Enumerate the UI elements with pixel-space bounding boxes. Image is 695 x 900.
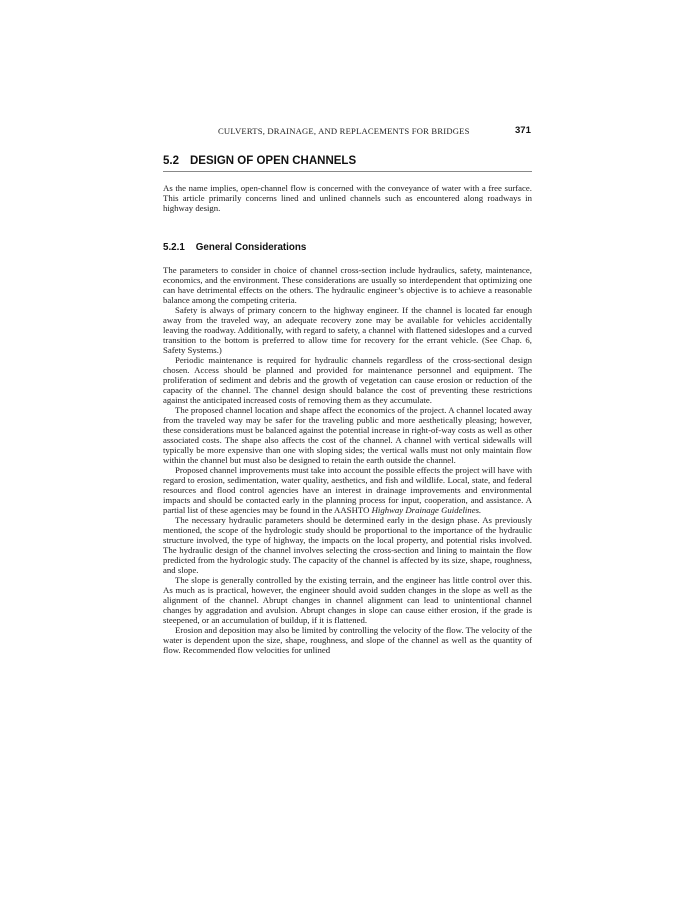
section-heading (163, 155, 356, 167)
paragraph: The parameters to consider in choice of channel cross-section include hydraulics, safety, maintenance, economics, and the environment. These considerations are usually so interdependent that optimizing one can have detrimental effects on the others. The hydraulic engineer’s objective is to achieve a reasonable balance among the competing criteria. (163, 265, 532, 305)
paragraph: Safety is always of primary concern to the highway engineer. If the channel is located far enough away from the traveled way, an adequate recovery zone may be available for vehicles accidentally leaving the roadway. Additionally, with regard to safety, a channel with flattened sideslopes and a curved transition to the bottom is preferred to allow time for recovery for the errant vehicle. (See Chap. 6, Safety Systems.) (163, 305, 532, 355)
section-intro (163, 183, 532, 213)
intro-paragraph: As the name implies, open-channel flow is concerned with the conveyance of water with a free surface. This article primarily concerns lined and unlined channels such as encountered along roadways in highway design. (163, 183, 532, 213)
body-text (163, 265, 532, 655)
paragraph (163, 465, 532, 515)
paragraph: Erosion and deposition may also be limited by controlling the velocity of the flow. The velocity of the water is dependent upon the size, shape, roughness, and slope of the channel as well as the quantity of flow. Recommended flow velocities for unlined (163, 625, 532, 655)
paragraph-text: Proposed channel improvements must take into account the possible effects the project will have with regard to erosion, sedimentation, water quality, aesthetics, and fish and wildlife. Local, state, and federal resources and flood control agencies have an interest in drainage improvements and environmental impacts and should be contacted early in the planning process for input, cooperation, and assistance. A partial list of these agencies may be found in the AASHTO (163, 465, 532, 515)
publication-title: Highway Drainage Guidelines. (371, 505, 482, 515)
subsection-number: 5.2.1 (163, 242, 185, 253)
paragraph: The proposed channel location and shape affect the economics of the project. A channel located away from the traveled way may be safer for the traveling public and more aesthetically pleasing; however, these considerations must be balanced against the potential increase in right-of-way costs as well as other associated costs. The shape also affects the cost of the channel. A channel with vertical sidewalls will typically be more expensive than one with sloping sides; the vertical walls must not only maintain flow within the channel but must also be designed to retain the earth outside the channel. (163, 405, 532, 465)
page-number: 371 (515, 125, 531, 136)
section-number: 5.2 (163, 155, 179, 167)
paragraph: The slope is generally controlled by the existing terrain, and the engineer has little control over this. As much as is practical, however, the engineer should avoid sudden changes in the slope as well as the alignment of the channel. Abrupt changes in channel alignment can lead to unintentional channel changes by aggradation and avulsion. Abrupt changes in slope can cause either erosion, if the grade is steepened, or an accumulation of buildup, if it is flattened. (163, 575, 532, 625)
subsection-heading (163, 242, 306, 253)
subsection-title: General Considerations (195, 242, 307, 253)
paragraph: Periodic maintenance is required for hydraulic channels regardless of the cross-sectional design chosen. Access should be planned and provided for maintenance personnel and equipment. The proliferation of sediment and debris and the growth of vegetation can cause erosion or reduction of the capacity of the channel. The channel design should balance the cost of preventing these restrictions against the anticipated increased costs of removing them as they accumulate. (163, 355, 532, 405)
heading-rule (163, 171, 532, 172)
paragraph: The necessary hydraulic parameters should be determined early in the design phase. As previously mentioned, the scope of the hydrologic study should be proportional to the importance of the hydraulic structure involved, the type of highway, the impacts on the local property, and potential risks involved. The hydraulic design of the channel involves selecting the cross-section and lining to maintain the flow predicted from the hydrologic study. The capacity of the channel is affected by its size, shape, roughness, and slope. (163, 515, 532, 575)
running-head: CULVERTS, DRAINAGE, AND REPLACEMENTS FOR BRIDGES (218, 126, 470, 136)
section-title: DESIGN OF OPEN CHANNELS (190, 155, 357, 167)
